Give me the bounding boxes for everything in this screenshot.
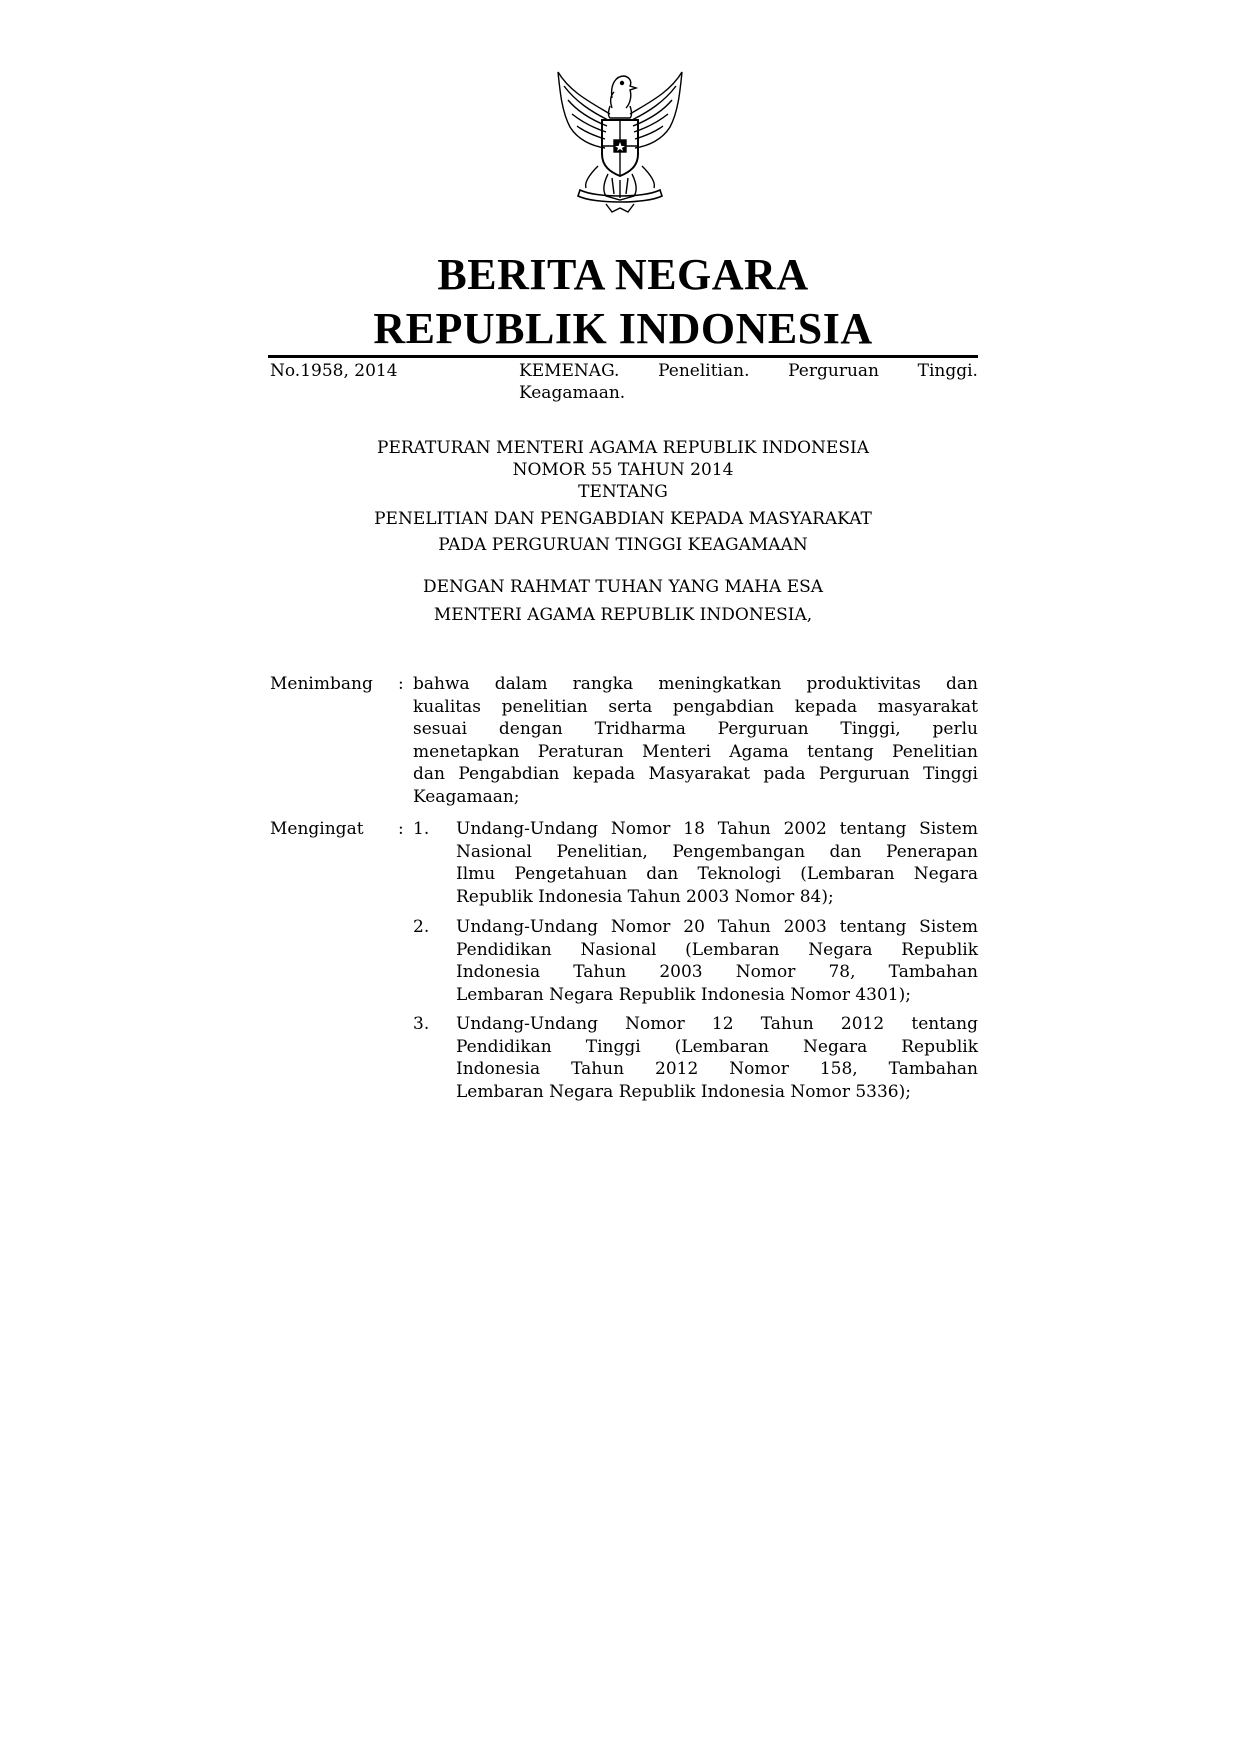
masthead-title-line2: REPUBLIK INDONESIA: [373, 304, 873, 353]
menimbang-line: kualitas penelitian serta pengabdian kepada masyarakat: [413, 696, 978, 717]
menimbang-line: bahwa dalam rangka meningkatkan produktivitas dan: [413, 674, 978, 694]
mengingat-item-number: 3.: [413, 1014, 430, 1034]
subject-word: KEMENAG.: [519, 361, 620, 381]
mengingat-label: Mengingat: [270, 819, 364, 839]
mengingat-item-line: Republik Indonesia Tahun 2003 Nomor 84);: [456, 886, 834, 907]
menimbang-line: sesuai dengan Tridharma Perguruan Tinggi, perlu: [413, 719, 978, 739]
subject-word: Penelitian.: [658, 361, 750, 381]
preamble-minister: MENTERI AGAMA REPUBLIK INDONESIA,: [433, 605, 813, 625]
subject-line1: [519, 360, 978, 382]
mengingat-item-number: 1.: [413, 819, 430, 839]
regulation-tentang: TENTANG: [578, 482, 668, 502]
mengingat-item-line: Indonesia Tahun 2003 Nomor 78, Tambahan: [456, 962, 978, 982]
mengingat-item-line: Undang-Undang Nomor 18 Tahun 2002 tentang Sistem: [456, 819, 978, 839]
menimbang-text: [413, 673, 978, 808]
garuda-emblem-icon: [550, 62, 690, 217]
mengingat-item-3: [456, 1013, 978, 1103]
subject-word: Perguruan: [788, 361, 879, 381]
menimbang-label: Menimbang: [270, 674, 373, 694]
mengingat-item-line: Nasional Penelitian, Pengembangan dan Penerapan: [456, 841, 978, 862]
masthead-title-line1: BERITA NEGARA: [437, 250, 809, 299]
mengingat-item-1: [456, 818, 978, 908]
masthead-divider: [268, 355, 978, 358]
mengingat-item-line: Indonesia Tahun 2012 Nomor 158, Tambahan: [456, 1059, 978, 1079]
regulation-subject: [268, 508, 978, 556]
subject-word: Tinggi.: [917, 361, 978, 381]
regulation-subject-line: PADA PERGURUAN TINGGI KEAGAMAAN: [438, 535, 808, 555]
mengingat-item-number: 2.: [413, 917, 430, 937]
menimbang-colon: :: [398, 674, 404, 694]
regulation-title-line: PERATURAN MENTERI AGAMA REPUBLIK INDONESIA: [377, 438, 869, 458]
mengingat-item-line: Ilmu Pengetahuan dan Teknologi (Lembaran Negara: [456, 864, 978, 884]
preamble-invocation: DENGAN RAHMAT TUHAN YANG MAHA ESA: [422, 577, 824, 597]
mengingat-item-line: Undang-Undang Nomor 12 Tahun 2012 tentang: [456, 1014, 978, 1034]
menimbang-line: menetapkan Peraturan Menteri Agama tentang Penelitian: [413, 741, 978, 762]
subject-line2: Keagamaan.: [519, 383, 626, 403]
document-subject: [519, 360, 978, 404]
mengingat-item-line: Undang-Undang Nomor 20 Tahun 2003 tentang Sistem: [456, 917, 978, 937]
mengingat-colon: :: [398, 819, 404, 839]
mengingat-item-line: Lembaran Negara Republik Indonesia Nomor 4301);: [456, 984, 911, 1005]
document-number: No.1958, 2014: [270, 361, 398, 381]
regulation-subject-line: PENELITIAN DAN PENGABDIAN KEPADA MASYARAKAT: [374, 509, 872, 529]
mengingat-item-line: Pendidikan Nasional (Lembaran Negara Republik: [456, 939, 978, 960]
regulation-title: [268, 437, 978, 503]
menimbang-line: dan Pengabdian kepada Masyarakat pada Perguruan Tinggi: [413, 764, 978, 784]
menimbang-line: Keagamaan;: [413, 786, 520, 807]
mengingat-item-line: Pendidikan Tinggi (Lembaran Negara Republik: [456, 1036, 978, 1057]
regulation-number: NOMOR 55 TAHUN 2014: [512, 460, 734, 480]
mengingat-item-line: Lembaran Negara Republik Indonesia Nomor 5336);: [456, 1081, 911, 1102]
mengingat-item-2: [456, 916, 978, 1006]
